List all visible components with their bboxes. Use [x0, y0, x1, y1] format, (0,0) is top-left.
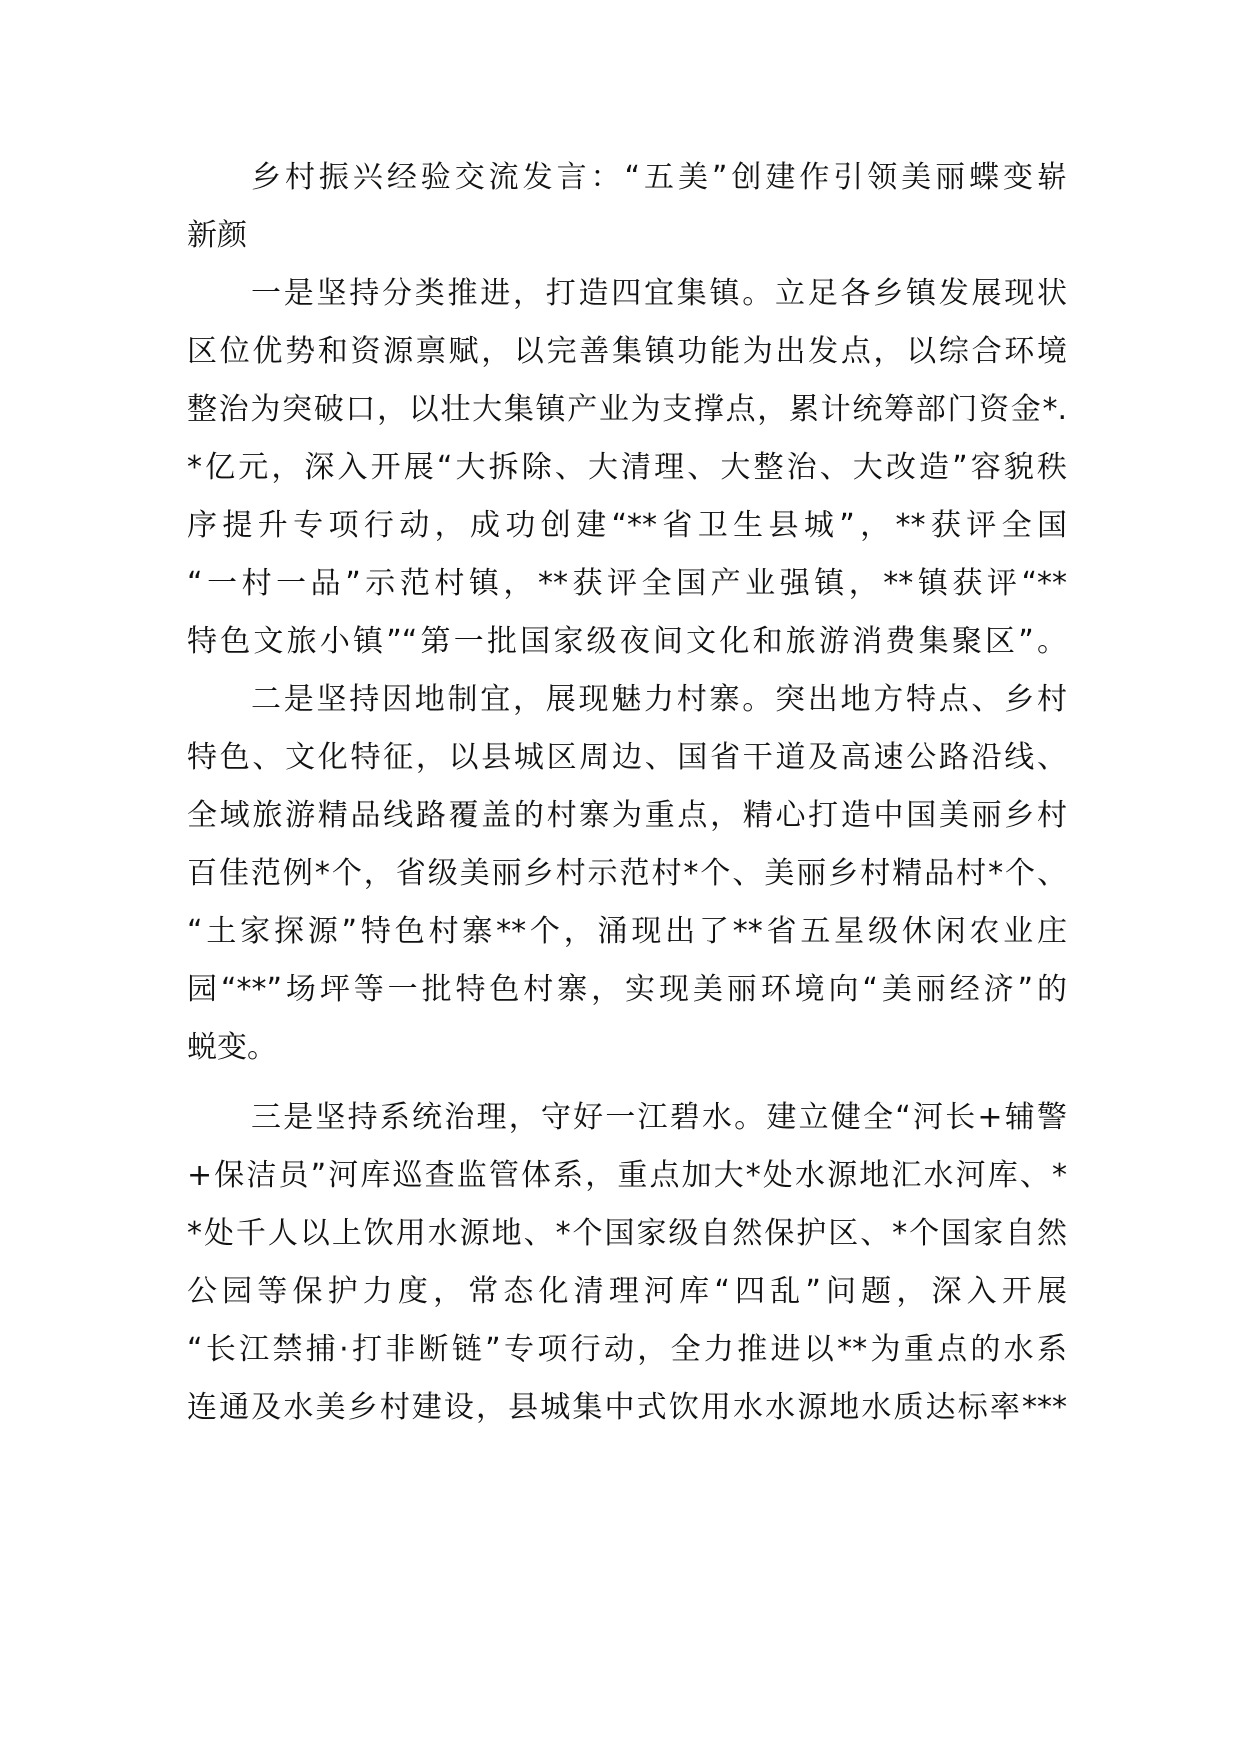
paragraph-line: 三是坚持系统治理，守好一江碧水。建立健全“河长+辅警 — [251, 1100, 1067, 1135]
paragraph-line: 全域旅游精品线路覆盖的村寨为重点，精心打造中国美丽乡村 — [187, 798, 1067, 833]
paragraph-line: *亿元，深入开展“大拆除、大清理、大整治、大改造”容貌秩 — [187, 450, 1067, 485]
paragraph-line: 特色文旅小镇”“第一批国家级夜间文化和旅游消费集聚区”。 — [187, 624, 1067, 659]
paragraph-line: 区位优势和资源禀赋，以完善集镇功能为出发点，以综合环境 — [187, 334, 1067, 369]
paragraph-line: 序提升专项行动，成功创建“**省卫生县城”，**获评全国 — [187, 508, 1067, 543]
paragraph-line: “土家探源”特色村寨**个，涌现出了**省五星级休闲农业庄 — [187, 914, 1067, 949]
paragraph-line: 整治为突破口，以壮大集镇产业为支撑点，累计统筹部门资金*. — [187, 392, 1067, 427]
paragraph-line: 百佳范例*个，省级美丽乡村示范村*个、美丽乡村精品村*个、 — [187, 856, 1067, 891]
paragraph-line: 特色、文化特征，以县城区周边、国省干道及高速公路沿线、 — [187, 740, 1067, 775]
paragraph-line: 园“**”场坪等一批特色村寨，实现美丽环境向“美丽经济”的 — [187, 972, 1067, 1007]
paragraph-line: *处千人以上饮用水源地、*个国家级自然保护区、*个国家自然 — [187, 1216, 1067, 1251]
paragraph-line: “长江禁捕·打非断链”专项行动，全力推进以**为重点的水系 — [187, 1332, 1067, 1367]
paragraph-line: 一是坚持分类推进，打造四宜集镇。立足各乡镇发展现状 — [251, 276, 1067, 311]
title-line: 乡村振兴经验交流发言：“五美”创建作引领美丽蝶变崭 — [251, 160, 1067, 195]
paragraph-line: 蜕变。 — [187, 1030, 277, 1065]
paragraph-line: “一村一品”示范村镇，**获评全国产业强镇，**镇获评“** — [187, 566, 1067, 601]
paragraph-line: 连通及水美乡村建设，县城集中式饮用水水源地水质达标率*** — [187, 1390, 1067, 1425]
paragraph-line: 公园等保护力度，常态化清理河库“四乱”问题，深入开展 — [187, 1274, 1067, 1309]
title-line: 新颜 — [187, 218, 247, 253]
paragraph-line: +保洁员”河库巡查监管体系，重点加大*处水源地汇水河库、* — [187, 1158, 1067, 1193]
paragraph-line: 二是坚持因地制宜，展现魅力村寨。突出地方特点、乡村 — [251, 682, 1067, 717]
